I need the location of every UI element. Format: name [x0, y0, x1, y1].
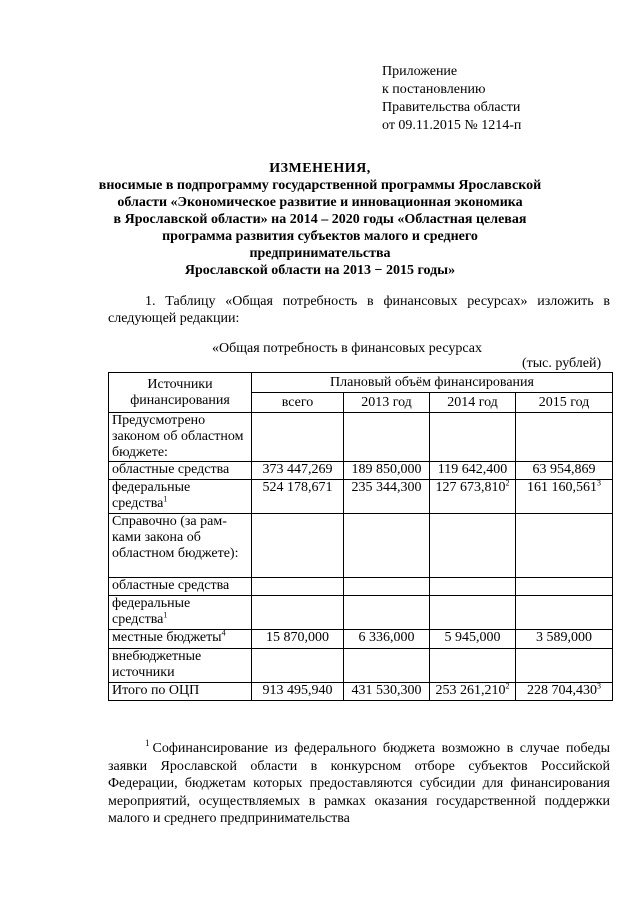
footnote-ref: 4: [221, 628, 226, 638]
header-col: всего: [252, 393, 344, 413]
row-label: [109, 683, 252, 701]
cell-value: 228 704,430: [527, 683, 597, 698]
value-cell: [344, 649, 430, 683]
approval-line: от 09.11.2015 № 1214-п: [382, 118, 522, 133]
title-line: области «Экономическое развитие и инновационная экономика: [117, 195, 523, 210]
table-body: [109, 413, 613, 701]
footnote-mark: 1: [145, 738, 150, 749]
header-col: 2015 год: [516, 393, 613, 413]
row-label-text: Итого по ОЦП: [112, 683, 200, 698]
table-row: [109, 462, 613, 480]
approval-line: к постановлению: [382, 82, 486, 97]
row-label-text: Предусмотрено законом об областном бюджете:: [112, 413, 244, 460]
value-cell: [344, 596, 430, 630]
value-cell: [516, 480, 613, 514]
value-cell: [516, 514, 613, 578]
value-cell: [516, 462, 613, 480]
footnote-ref: 2: [505, 478, 510, 488]
value-cell: [252, 630, 344, 649]
value-cell: [252, 462, 344, 480]
row-label-text: внебюджетные источники: [112, 649, 202, 680]
table-caption: «Общая потребность в финансовых ресурсах: [212, 341, 482, 356]
value-cell: [430, 514, 516, 578]
value-cell: [430, 413, 516, 462]
table-row: [109, 630, 613, 649]
value-cell: [430, 578, 516, 596]
value-cell: [516, 596, 613, 630]
title-line: вносимые в подпрограмму государственной программы Ярославской: [98, 178, 542, 193]
cell-value: 15 870,000: [266, 630, 329, 645]
footnote-ref: 3: [597, 681, 601, 691]
value-cell: [344, 480, 430, 514]
header-planned: Плановый объём финансирования: [252, 373, 613, 393]
row-label: [109, 630, 252, 649]
value-cell: [516, 578, 613, 596]
cell-value: 253 261,210: [435, 683, 506, 698]
row-label-text: областные средства: [112, 578, 230, 593]
row-label: [109, 578, 252, 596]
title-line: в Ярославской области» на 2014 – 2020 годы «Областная целевая: [113, 212, 527, 227]
table-row: [109, 413, 613, 462]
cell-value: 373 447,269: [262, 462, 333, 477]
table-row: [109, 683, 613, 701]
cell-value: 5 945,000: [444, 630, 501, 645]
header-col: 2014 год: [430, 393, 516, 413]
value-cell: [252, 413, 344, 462]
value-cell: [344, 630, 430, 649]
value-cell: [252, 649, 344, 683]
row-label: [109, 514, 252, 578]
row-label-text: федеральные средства: [112, 480, 191, 511]
value-cell: [430, 596, 516, 630]
row-label-text: областные средства: [112, 462, 230, 477]
value-cell: [516, 413, 613, 462]
row-label: [109, 413, 252, 462]
cell-value: 235 344,300: [351, 480, 422, 495]
table-row: [109, 514, 613, 578]
row-label: [109, 480, 252, 514]
table-row: [109, 480, 613, 514]
value-cell: [516, 683, 613, 701]
row-label-text: местные бюджеты: [112, 630, 222, 645]
cell-value: 63 954,869: [532, 462, 596, 477]
title-heading: ИЗМЕНЕНИЯ,: [269, 161, 371, 176]
title-line: Ярославской области на 2013 − 2015 годы»: [184, 263, 456, 278]
cell-value: 913 495,940: [262, 683, 333, 698]
cell-value: 127 673,810: [435, 480, 506, 495]
value-cell: [252, 578, 344, 596]
table-row: [109, 649, 613, 683]
table-row: [109, 578, 613, 596]
header-col: 2013 год: [344, 393, 430, 413]
value-cell: [430, 683, 516, 701]
financing-table: [108, 372, 613, 701]
cell-value: 524 178,671: [262, 480, 333, 495]
title-line: программа развития субъектов малого и среднего предпринимательства: [162, 229, 478, 261]
value-cell: [344, 578, 430, 596]
table-row: [109, 596, 613, 630]
footnote-ref: 1: [163, 610, 168, 620]
value-cell: [252, 596, 344, 630]
row-label: [109, 596, 252, 630]
header-source: Источники финансирования: [109, 373, 252, 413]
footnote-ref: 2: [505, 681, 510, 691]
table-units: (тыс. рублей): [522, 356, 602, 371]
paragraph-1: 1. Таблицу «Общая потребность в финансовых ресурсах» изложить в следующей редакции:: [108, 294, 610, 326]
value-cell: [516, 630, 613, 649]
row-label-text: Справочно (за рам-ками закона об областном бюджете):: [112, 514, 239, 561]
cell-value: 189 850,000: [351, 462, 422, 477]
value-cell: [430, 480, 516, 514]
value-cell: [344, 462, 430, 480]
value-cell: [344, 413, 430, 462]
row-label: [109, 649, 252, 683]
cell-value: 6 336,000: [358, 630, 415, 645]
value-cell: [430, 462, 516, 480]
value-cell: [252, 683, 344, 701]
value-cell: [252, 514, 344, 578]
row-label: [109, 462, 252, 480]
approval-line: Правительства области: [382, 100, 521, 115]
cell-value: 431 530,300: [351, 683, 422, 698]
approval-line: Приложение: [382, 64, 458, 79]
cell-value: 119 642,400: [437, 462, 508, 477]
cell-value: 161 160,561: [527, 480, 597, 495]
cell-value: 3 589,000: [536, 630, 592, 645]
footnote-1: [108, 740, 610, 828]
footnote-text: Софинансирование из федерального бюджета возможно в случае победы заявки Ярославской области в конкурсном отборе субъектов Российской Федерации, бюджетам которых предоставляются субсидии для финансирования мероприятий, осуществляемых в рамках оказания государственной поддержки малого и среднего предпринимательства: [108, 741, 610, 826]
approval-block: [382, 63, 622, 135]
value-cell: [252, 480, 344, 514]
row-label-text: федеральные средства: [112, 596, 191, 627]
value-cell: [516, 649, 613, 683]
value-cell: [344, 514, 430, 578]
value-cell: [344, 683, 430, 701]
document-title: [95, 160, 545, 279]
value-cell: [430, 630, 516, 649]
footnote-ref: 3: [597, 478, 601, 488]
footnote-ref: 1: [163, 494, 168, 504]
value-cell: [430, 649, 516, 683]
